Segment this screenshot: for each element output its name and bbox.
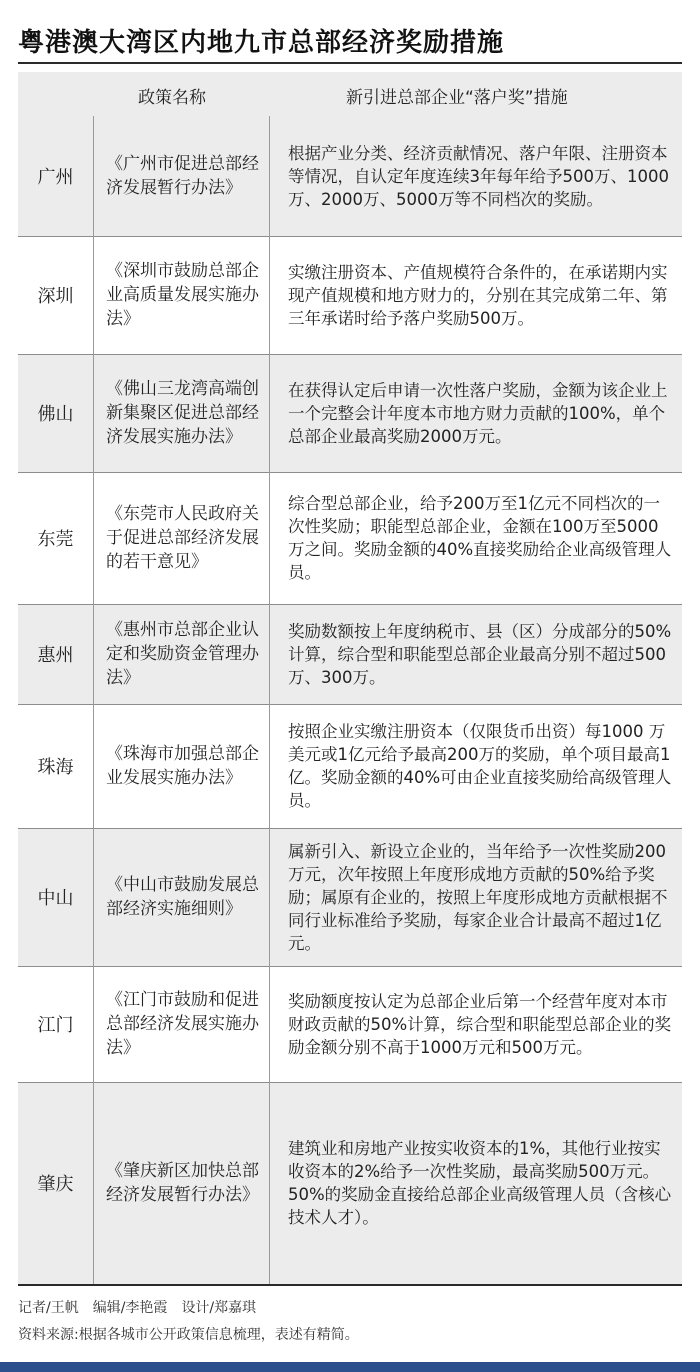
- measure-cell: 奖励数额按上年度纳税市、县（区）分成部分的50%计算，综合型和职能型总部企业最高分别不超过500万、300万。: [288, 621, 672, 687]
- policy-cell: 《惠州市总部企业认定和奖励资金管理办法》: [106, 620, 259, 688]
- measure-cell: 按照企业实缴注册资本（仅限货币出资）每1000 万美元或1亿元给予最高200万的奖励，单个项目最高1亿。奖励金额的40%可由企业直接奖励给高级管理人员。: [288, 722, 672, 810]
- table-row: [18, 116, 682, 236]
- table-row: [18, 966, 682, 1082]
- table-row: [18, 604, 682, 704]
- table-row: [18, 828, 682, 966]
- policy-cell: 《中山市鼓励发展总部经济实施细则》: [106, 875, 259, 919]
- city-cell: 深圳: [37, 286, 74, 307]
- city-cell: 江门: [37, 1015, 74, 1036]
- policy-cell: 《广州市促进总部经济发展暂行办法》: [106, 154, 259, 198]
- city-cell: 珠海: [37, 757, 74, 778]
- policy-cell: 《佛山三龙湾高端创新集聚区促进总部经济发展实施办法》: [106, 379, 259, 447]
- credits: [18, 1297, 270, 1317]
- credit-editor: 编辑/李艳霞: [92, 1300, 168, 1316]
- city-cell: 广州: [37, 167, 74, 188]
- city-cell: 肇庆: [37, 1174, 74, 1195]
- policy-cell: 《江门市鼓励和促进总部经济发展实施办法》: [106, 990, 259, 1058]
- policy-table: [18, 116, 682, 1284]
- source-note: 资料来源:根据各城市公开政策信息梳理，表述有精简。: [18, 1327, 359, 1343]
- table-header: [18, 72, 682, 116]
- table-row: [18, 704, 682, 828]
- table-row: [18, 236, 682, 354]
- policy-cell: 《肇庆新区加快总部经济发展暂行办法》: [106, 1161, 259, 1205]
- city-cell: 佛山: [37, 404, 74, 425]
- table-row: [18, 1082, 682, 1284]
- measure-cell: 属新引入、新设立企业的，当年给予一次性奖励200万元，次年按照上年度形成地方贡献的50%给予奖励；属原有企业的，按照上年度形成地方贡献根据不同行业标准给予奖励，每家企业合计最高不超过1亿元。: [288, 841, 668, 953]
- measure-cell: 在获得认定后申请一次性落户奖励，金额为该企业上一个完整会计年度本市地方财力贡献的100%，单个总部企业最高奖励2000万元。: [288, 380, 668, 446]
- footer-bar: [0, 1362, 700, 1372]
- measure-cell: 建筑业和房地产业按实收资本的1%，其他行业按实收资本的2%给予一次性奖励，最高奖励500万元。50%的奖励金直接给总部企业高级管理人员（含核心技术人才）。: [288, 1139, 672, 1227]
- city-cell: 东莞: [37, 529, 74, 550]
- city-cell: 中山: [37, 888, 74, 909]
- title-divider: [18, 62, 682, 64]
- header-policy-name: 政策名称: [138, 88, 206, 108]
- measure-cell: 实缴注册资本、产值规模符合条件的，在承诺期内实现产值规模和地方财力的，分别在其完成第二年、第三年承诺时给予落户奖励500万。: [288, 262, 668, 328]
- policy-cell: 《东莞市人民政府关于促进总部经济发展的若干意见》: [106, 504, 259, 572]
- header-measure: 新引进总部企业“落户奖”措施: [346, 88, 568, 108]
- measure-cell: 奖励额度按认定为总部企业后第一个经营年度对本市财政贡献的50%计算，综合型和职能型总部企业的奖励金额分别不高于1000万元和500万元。: [288, 991, 672, 1057]
- credit-reporter: 记者/王帆: [18, 1300, 79, 1316]
- table-row: [18, 354, 682, 472]
- page-title: 粤港澳大湾区内地九市总部经济奖励措施: [18, 28, 505, 58]
- policy-cell: 《深圳市鼓励总部企业高质量发展实施办法》: [106, 261, 259, 329]
- policy-cell: 《珠海市加强总部企业发展实施办法》: [106, 744, 259, 788]
- credit-designer: 设计/郑嘉琪: [181, 1300, 257, 1316]
- table-row: [18, 472, 682, 604]
- measure-cell: 根据产业分类、经济贡献情况、落户年限、注册资本等情况，自认定年度连续3年每年给予500万、1000万、2000万、5000万等不同档次的奖励。: [288, 143, 669, 209]
- table-bottom-divider: [18, 1284, 682, 1286]
- city-cell: 惠州: [37, 645, 74, 666]
- measure-cell: 综合型总部企业，给予200万至1亿元不同档次的一次性奖励；职能型总部企业，金额在100万至5000万之间。奖励金额的40%直接奖励给企业高级管理人员。: [288, 494, 672, 582]
